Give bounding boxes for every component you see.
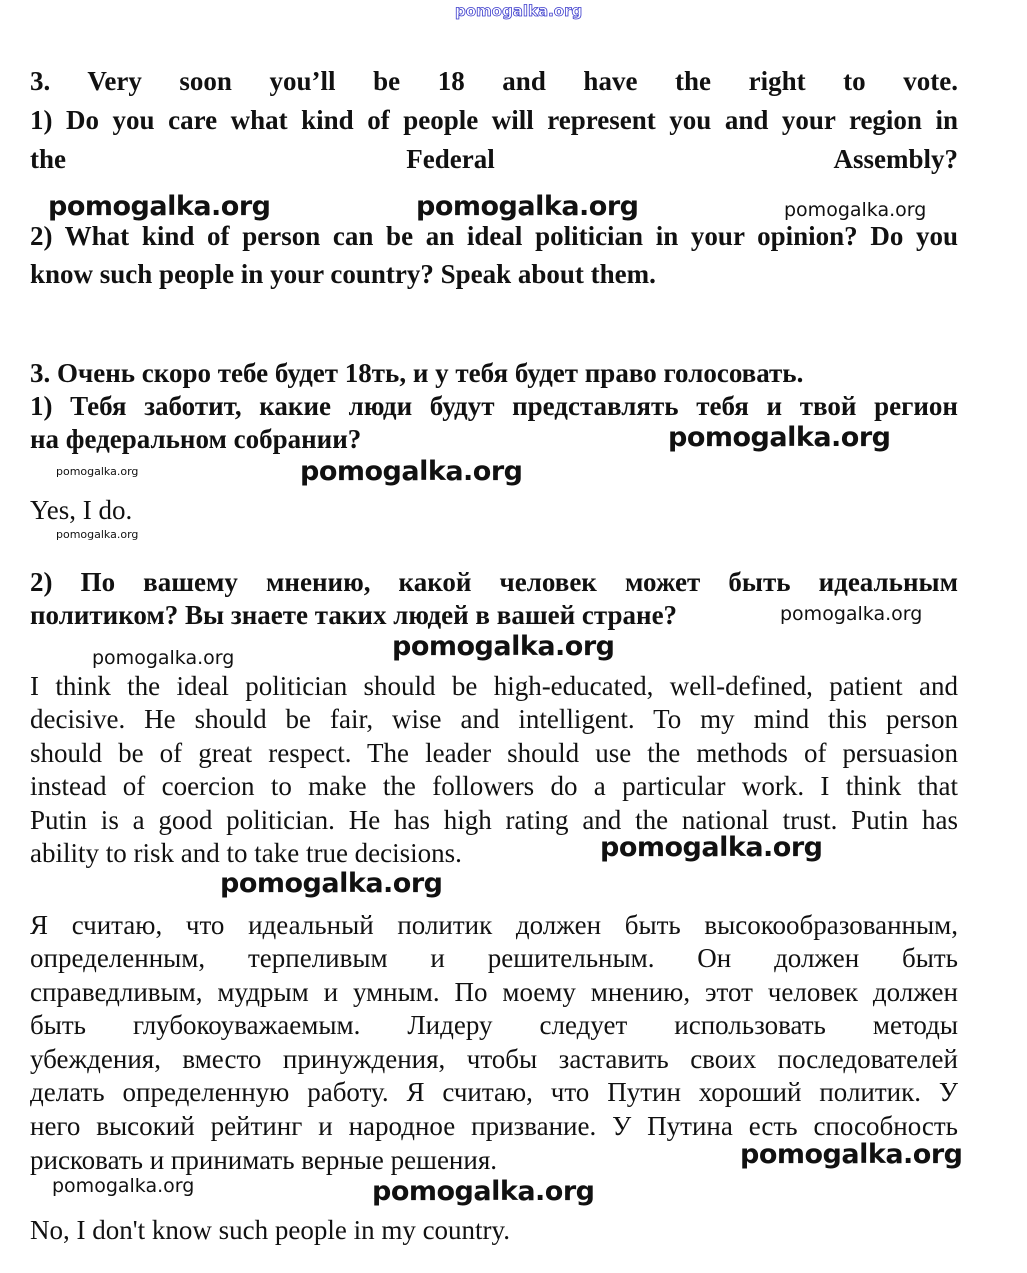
question-en-line: 1) Do you care what kind of people will represent you and your region in xyxy=(30,105,958,135)
answer-ru-line: убеждения, вместо принуждения, чтобы заставить своих последователей xyxy=(30,1044,958,1074)
site-watermark: pomogalka.org xyxy=(416,191,639,222)
site-watermark: pomogalka.org xyxy=(48,191,271,222)
answer-ru-line: рисковать и принимать верные решения. xyxy=(30,1145,497,1175)
answer-ru-line: быть глубокоуважаемым. Лидеру следует использовать методы xyxy=(30,1010,958,1040)
question-en-line: 2) What kind of person can be an ideal politician in your opinion? Do you xyxy=(30,221,958,251)
answer-en-line: decisive. He should be fair, wise and intelligent. To my mind this person xyxy=(30,704,958,734)
site-watermark-header: pomogalka.org xyxy=(455,2,583,20)
answer-en-line: ability to risk and to take true decisions. xyxy=(30,838,462,868)
site-watermark: pomogalka.org xyxy=(780,603,923,625)
site-watermark: pomogalka.org xyxy=(372,1176,595,1207)
answer-en-line: Putin is a good politician. He has high rating and the national trust. Putin has xyxy=(30,805,958,835)
answer-en-line: should be of great respect. The leader should use the methods of persuasion xyxy=(30,738,958,768)
site-watermark: pomogalka.org xyxy=(740,1139,963,1170)
answer-en-line: instead of coercion to make the followers do a particular work. I think that xyxy=(30,771,958,801)
site-watermark: pomogalka.org xyxy=(600,832,823,863)
site-watermark: pomogalka.org xyxy=(300,456,523,487)
answer-ru-line: него высокий рейтинг и народное призвание. У Путина есть способность xyxy=(30,1111,958,1141)
answer-ru-line: делать определенную работу. Я считаю, что Путин хороший политик. У xyxy=(30,1077,958,1107)
answer-ru-line: справедливым, мудрым и умным. По моему мнению, этот человек должен xyxy=(30,977,958,1007)
answer-yes: Yes, I do. xyxy=(30,495,133,525)
site-watermark: pomogalka.org xyxy=(668,422,891,453)
answer-no: No, I don't know such people in my country. xyxy=(30,1215,511,1245)
question-ru-line: 1) Тебя заботит, какие люди будут представлять тебя и твой регион xyxy=(30,391,958,421)
question-ru-line: 3. Очень скоро тебе будет 18ть, и у тебя будет право голосовать. xyxy=(30,358,804,388)
question-ru-line: 2) По вашему мнению, какой человек может быть идеальным xyxy=(30,567,958,597)
answer-en-line: I think the ideal politician should be high-educated, well-defined, patient and xyxy=(30,671,958,701)
site-watermark: pomogalka.org xyxy=(56,465,139,478)
question-en-line: 3. Very soon you’ll be 18 and have the right to vote. xyxy=(30,66,958,96)
question-ru-line: политиком? Вы знаете таких людей в вашей стране? xyxy=(30,600,678,630)
question-en-line: the Federal Assembly? xyxy=(30,144,958,174)
site-watermark: pomogalka.org xyxy=(92,647,235,669)
site-watermark: pomogalka.org xyxy=(56,528,139,541)
site-watermark: pomogalka.org xyxy=(784,199,927,221)
answer-ru-line: Я считаю, что идеальный политик должен быть высокообразованным, xyxy=(30,910,958,940)
site-watermark: pomogalka.org xyxy=(392,631,615,662)
question-en-line: know such people in your country? Speak about them. xyxy=(30,259,656,289)
site-watermark: pomogalka.org xyxy=(52,1175,195,1197)
question-ru-line: на федеральном собрании? xyxy=(30,424,362,454)
site-watermark: pomogalka.org xyxy=(220,868,443,899)
answer-ru-line: определенным, терпеливым и решительным. Он должен быть xyxy=(30,943,958,973)
